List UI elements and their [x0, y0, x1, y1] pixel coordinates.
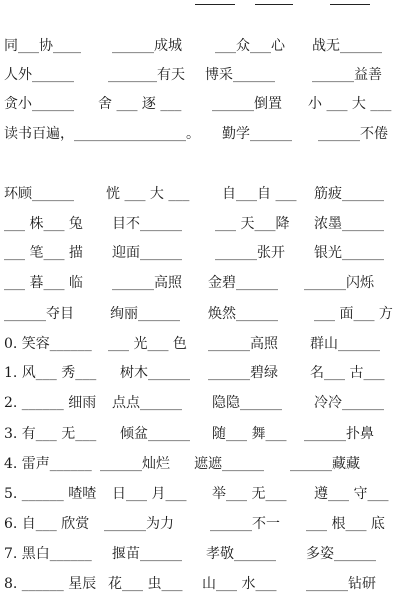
item-cell: ______为力 — [104, 516, 174, 532]
item-cell: 名___ 古___ — [310, 365, 385, 381]
item-cell: ______倒置 — [212, 96, 282, 112]
item-cell: 博采______ — [205, 67, 275, 83]
item-cell: 隐隐______ — [212, 395, 282, 411]
item-cell: ___ 天___降 — [215, 216, 290, 232]
item-cell: ______藏藏 — [290, 456, 360, 472]
item-cell: 倾盆______ — [120, 426, 190, 442]
item-cell: ______钻研 — [306, 576, 376, 592]
item-cell: 目不______ — [112, 216, 182, 232]
item-cell: 随___ 舞___ — [212, 426, 287, 442]
item-cell: 7. 黑白______ — [4, 546, 92, 562]
item-cell: 焕然______ — [208, 306, 278, 322]
item-cell: 筋疲______ — [314, 186, 384, 202]
item-cell: 3. 有___ 无___ — [4, 426, 97, 442]
item-cell: 迎面______ — [112, 245, 182, 261]
item-cell: _______有天 — [108, 67, 185, 83]
item-cell: 同___协____ — [4, 38, 81, 54]
item-cell: 5. ______ 喳喳 — [4, 486, 97, 502]
item-cell: 小 ___ 大 ___ — [308, 96, 392, 112]
item-cell: 金碧______ — [208, 275, 278, 291]
item-cell: ___ 笔___ 描 — [4, 245, 83, 261]
cutoff-top-blank-2 — [255, 0, 293, 5]
item-cell: 2. ______ 细雨 — [4, 395, 97, 411]
item-cell: 群山______ — [310, 336, 380, 352]
item-cell: 多姿______ — [306, 546, 376, 562]
item-cell: 4. 雷声______ — [4, 456, 92, 472]
item-cell: ___ 光___ 色 — [108, 336, 187, 352]
cutoff-top-blank-1 — [195, 0, 235, 5]
item-cell: 山___ 水___ — [202, 576, 277, 592]
item-cell: 点点______ — [112, 395, 182, 411]
item-cell: ______不倦 — [318, 126, 388, 142]
item-cell: 贪小______ — [4, 96, 74, 112]
item-cell: ______夺目 — [4, 306, 74, 322]
item-cell: 恍 ___ 大 ___ — [106, 186, 190, 202]
item-cell: 冷冷______ — [314, 395, 384, 411]
item-cell: ___ 面___ 方 — [314, 306, 393, 322]
item-cell: ______张开 — [215, 245, 285, 261]
item-cell: ______碧绿 — [208, 365, 278, 381]
item-cell: ___ 根___ 底 — [306, 516, 385, 532]
item-cell: 遵___ 守___ — [314, 486, 389, 502]
item-cell: 0. 笑容______ — [4, 336, 92, 352]
item-cell: 银光______ — [314, 245, 384, 261]
item-cell: 自___自 ___ — [222, 186, 297, 202]
item-cell: ___ 株___ 兔 — [4, 216, 83, 232]
item-cell: ______扑鼻 — [304, 426, 374, 442]
item-cell: ______不一 — [210, 516, 280, 532]
item-cell: ______高照 — [112, 275, 182, 291]
item-cell: 勤学______ — [222, 126, 292, 142]
item-cell: 孝敬______ — [206, 546, 276, 562]
cutoff-top-blank-3 — [330, 0, 370, 5]
item-cell: 绚丽______ — [110, 306, 180, 322]
item-cell: 举___ 无___ — [212, 486, 287, 502]
item-cell: 环顾______ — [4, 186, 74, 202]
item-cell: 人外______ — [4, 67, 74, 83]
item-cell: 遮遮______ — [194, 456, 264, 472]
item-cell: 花___ 虫___ — [108, 576, 183, 592]
item-cell: 8. ______ 星辰 — [4, 576, 97, 592]
item-cell: ___ 暮___ 临 — [4, 275, 83, 291]
item-cell: ______灿烂 — [100, 456, 170, 472]
item-cell: ______益善 — [312, 67, 382, 83]
item-cell: ______高照 — [208, 336, 278, 352]
item-cell: 6. 自___ 欣赏 — [4, 516, 90, 532]
item-cell: 战无______ — [312, 38, 382, 54]
item-cell: 读书百遍，________________。 — [4, 126, 200, 142]
item-cell: ______成城 — [112, 38, 182, 54]
item-cell: ___众___心 — [215, 38, 285, 54]
item-cell: 日___ 月___ — [112, 486, 187, 502]
item-cell: ______闪烁 — [304, 275, 374, 291]
item-cell: 舍 ___ 逐 ___ — [98, 96, 182, 112]
item-cell: 树木______ — [120, 365, 190, 381]
item-cell: 揠苗______ — [112, 546, 182, 562]
item-cell: 1. 风___ 秀___ — [4, 365, 97, 381]
item-cell: 浓墨______ — [314, 216, 384, 232]
